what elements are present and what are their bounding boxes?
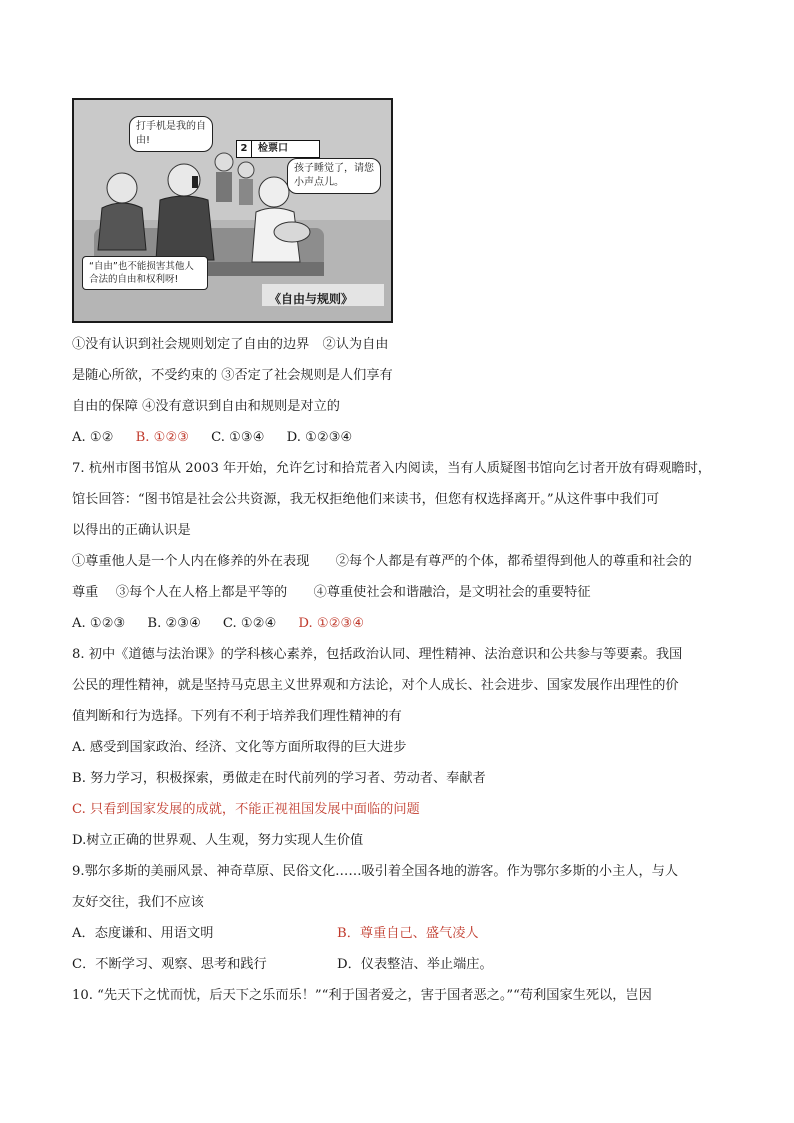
q9-option-d: D．仪表整洁、举止端庄。 [337, 957, 493, 972]
q6-option-a: A. ①② [72, 430, 114, 445]
q7-line-1: 7. 杭州市图书馆从 2003 年开始，允许乞讨和拾荒者入内阅读，当有人质疑图书馆向乞讨者开放有碍观瞻时， [72, 461, 711, 476]
q6-option-d: D. ①②③④ [286, 430, 353, 445]
q7-line-4: ①尊重他人是一个人内在修养的外在表现 ②每个人都是有尊严的个体，都希望得到他人的尊重和社会的 [72, 554, 692, 569]
gate-label: 检票口 [258, 143, 288, 154]
q6-line-3: 自由的保障 ④没有意识到自由和规则是对立的 [72, 399, 340, 414]
q9-line-2: 友好交往，我们不应该 [72, 895, 204, 910]
q8-option-a: A. 感受到国家政治、经济、文化等方面所取得的巨大进步 [72, 740, 407, 755]
speech-bubble-phone: 打手机是我的自由! [129, 116, 213, 152]
q7-option-b: B. ②③④ [147, 616, 201, 631]
q7-option-c: C. ①②④ [222, 616, 277, 631]
q9-option-a: A．态度谦和、用语文明 [72, 926, 214, 941]
q7-option-d: D. ①②③④ [298, 616, 365, 631]
cartoon-freedom-and-rules [72, 98, 393, 323]
q6-options [72, 422, 722, 453]
q9-options-row-1 [72, 918, 722, 949]
q8-option-b: B. 努力学习，积极探索，勇做走在时代前列的学习者、劳动者、奉献者 [72, 771, 486, 786]
q8-line-2: 公民的理性精神，就是坚持马克思主义世界观和方法论，对个人成长、社会进步、国家发展作出理性的价 [72, 678, 679, 693]
q6-line-2: 是随心所欲，不受约束的 ③否定了社会规则是人们享有 [72, 368, 393, 383]
q7-option-a: A. ①②③ [72, 616, 126, 631]
q6-line-1: ①没有认识到社会规则划定了自由的边界 ②认为自由 [72, 337, 389, 352]
q10-line-1: 10. “先天下之忧而忧，后天下之乐而乐！”“利于国者爱之，害于国者恶之。”“苟利国家生死以，岂因 [72, 988, 652, 1003]
q9-option-c: C．不断学习、观察、思考和践行 [72, 957, 267, 972]
q8-line-1: 8. 初中《道德与法治课》的学科核心素养，包括政治认同、理性精神、法治意识和公共参与等要素。我国 [72, 647, 683, 662]
document-page [72, 98, 722, 1011]
q9-options-row-2 [72, 949, 722, 980]
q9-option-b: B．尊重自己、盛气凌人 [337, 926, 479, 941]
q9-line-1: 9.鄂尔多斯的美丽风景、神奇草原、民俗文化……吸引着全国各地的游客。作为鄂尔多斯的小主人，与人 [72, 864, 679, 879]
q7-line-5: 尊重 ③每个人在人格上都是平等的 ④尊重使社会和谐融洽，是文明社会的重要特征 [72, 585, 591, 600]
gate-number: 2 [237, 141, 252, 157]
speech-bubble-freedom: “自由”也不能损害其他人合法的自由和权利呀! [82, 256, 208, 290]
speech-bubble-baby: 孩子睡觉了，请您小声点儿。 [287, 158, 381, 194]
q7-line-3: 以得出的正确认识是 [72, 523, 191, 538]
q8-option-c: C. 只看到国家发展的成就，不能正视祖国发展中面临的问题 [72, 802, 420, 817]
q8-line-3: 值判断和行为选择。下列有不利于培养我们理性精神的有 [72, 709, 402, 724]
q6-option-b: B. ①②③ [135, 430, 190, 445]
ticket-gate-sign [236, 140, 320, 158]
q6-option-c: C. ①③④ [211, 430, 265, 445]
q8-option-d: D.树立正确的世界观、人生观，努力实现人生价值 [72, 833, 364, 848]
q7-line-2: 馆长回答：“图书馆是社会公共资源，我无权拒绝他们来读书，但您有权选择离开。”从这件事中我们可 [72, 492, 660, 507]
q7-options [72, 608, 722, 639]
cartoon-caption: 《自由与规则》 [269, 292, 354, 306]
